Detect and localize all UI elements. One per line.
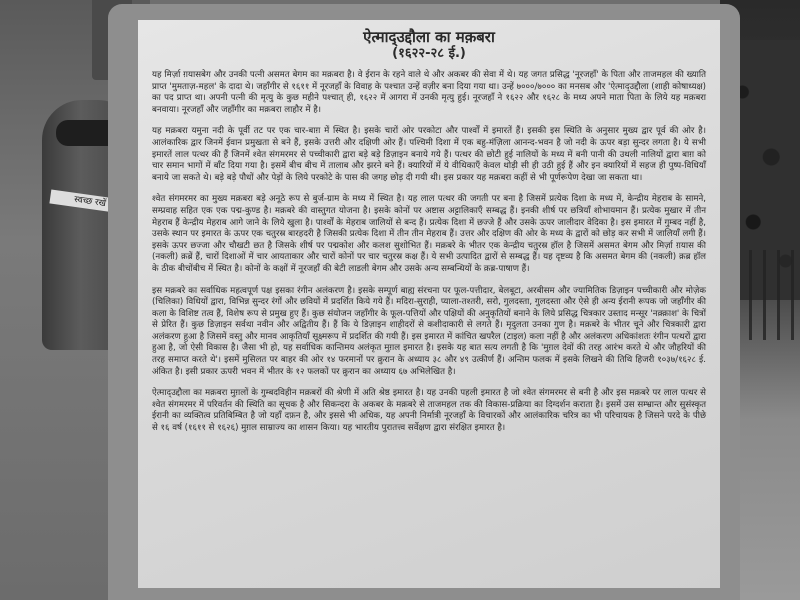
trash-bin-label: स्वच्छ रखें: [49, 190, 130, 215]
plaque-paragraph-3: श्वेत संगमरमर का मुख्य मक़बरा बड़े अनूठे रूप से बुर्ज-ग्राम के मध्य में स्थित है। यह लाल पत्थर की जगती पर बना है जिसमें प्रत्येक दिशा के मध्य में, केन्द्रीय मेहराब के सामने, सम्प्रवाह सहित एक एक पद्म-कुण्ड है। मक़बरे की वास्तुगत योजना है। इसके कोनों पर अष्टास अट्टालिकाएँ सम्बद्ध हैं। इनकी शीर्ष पर छत्रियाँ शोभायमान हैं। प्रत्येक मुखार में तीन मेहराब हैं केन्द्रीय मेहराब आगे जाने के लिये खुला है। पार्श्वों के मेहराब जालियों से बन्द हैं। प्रत्येक दिशा में छज्जे हैं और उसके ऊपर जालीदार वेदिका है। इस इमारत में गुम्बद नहीं है, उसके स्थान पर इमारत के ऊपर एक चतुरस्र बारहदरी है जिसकी प्रत्येक दिशा में तीन तीन मेहराब हैं। उत्तर और दक्षिण की ओर के मध्य के द्वारों को छोड़ कर सभी में जालियाँ लगी हैं। इसके ऊपर छज्जा और चौखटी छत है जिसके शीर्ष पर पद्मकोश और कलश सुशोभित हैं। मक़बरे के भीतर एक केन्द्रीय चतुरस्र हॉल है जिसमें असमत बेगम और मिर्ज़ा ग़यास की (नकली) क़ब्रें हैं, चारों दिशाओं में चार आयताकार और चारों कोनों पर चार चतुरस्र कक्ष हैं। ये सभी उत्पादित द्वारों से सम्बद्ध हैं। यह दृष्टव्य है कि असमत बेगम की (नकली) क़ब्र हॉल के ठीक बीचोंबीच में स्थित है। कोनों के कक्षों में नूरजहाँ की बेटी लाडली बेगम और उसके अन्य सम्बन्धियों के क़ब्र-पाषाण हैं।: [152, 194, 706, 274]
plaque-title: ऐत्माद्उद्दौला का मक़बरा: [363, 28, 495, 46]
iron-railing: [735, 250, 795, 340]
plaque-paragraph-2: यह मक़बरा यमुना नदी के पूर्वी तट पर एक चार-बाग़ में स्थित है। इसके चारों ओर परकोटा और पार्श्वों में इमारतें हैं। इसकी इस स्थिति के अनुसार मुख्य द्वार पूर्व की ओर है। आलंकारिक द्वार जिनमें ईवान प्रमुखता से बने हैं, इसके उत्तरी और दक्षिणी ओर हैं। पश्चिमी दिशा में एक बहु-मंज़िला आनन्द-भवन है जो नदी के ऊपर बड़ा सुन्दर लगता है। ये सभी इमारतें लाल पत्थर की हैं जिनमें श्वेत संगमरमर से पच्चीकारी द्वारा बड़े बड़े डिज़ाइन बनाये गये हैं। पत्थर की छोटी हुई नालियों के मध्य में बनी पानी की उथली नालियों द्वारा बाग़ को चार समान भागों में बाँट दिया गया है। इसमें बीच बीच में तालाब और झरने बने हैं। क्यारियों में ये वीथिकाएँ केवल थोड़ी सी ही उठी हुई हैं और इन क्यारियों में सहज ही पुष्प-विधियाँ बनाये जा सकते थे। बड़े बड़े पौधों और पेड़ों के लिये परकोटे के पास की जगह छोड़ दी गयी थी। इस प्रकार यह मक़बरा कहीं से भी पूर्णरूपेण देखा जा सकता था।: [152, 126, 706, 183]
plaque-dates: (१६२२-२८ ई.): [392, 46, 466, 61]
plaque-paragraph-5: ऐत्माद्उद्दौला का मक़बरा मुग़लों के गुम्बदविहीन मक़बरों की श्रेणी में अति श्रेष्ठ इमारत है। यह उनकी पहली इमारत है जो श्वेत संगमरमर से बनी है और इस मक़बरे पर लाल पत्थर से श्वेत संगमरमर में परिवर्तन की स्थिति का सूचक है और सिकन्दरा के अकबर के मक़बरे से ताजमहल तक की विकास-प्रक्रिया का दिग्दर्शन कराता है। इसमें उस सम्भ्रान्त और सुसंस्कृत ईरानी का व्यक्तित्व प्रतिबिम्बित है जो यहाँ दफ़न है, और इससे भी अधिक, यह अपनी निर्मात्री नूरजहाँ के विचारकों और आलंकारिक चरित्र का भी परिचायक है जिसने परदे के पीछे से १६ वर्ष (१६११ से १६२६) मुग़ल साम्राज्य का शासन किया। यह भारतीय पुरातत्त्व सर्वेक्षण द्वारा संरक्षित इमारत है।: [152, 388, 706, 434]
plaque-paragraph-1: यह मिर्ज़ा ग़यासबेग और उनकी पत्नी असमत बेगम का मक़बरा है। वे ईरान के रहने वाले थे और अकबर की सेवा में थे। यह जगत प्रसिद्ध 'नूरजहाँ' के पिता और ताजमहल की ख्याति प्राप्त 'मुमताज़-महल' के दादा थे। जहाँगीर से १६११ में नूरजहाँ के विवाह के पश्चात उन्हें वज़ीर बना दिया गया था। उन्हें ७०००/७००० का मनसब और 'ऐत्माद्उद्दौला (शाही कोषाध्यक्ष) का पद प्राप्त था। अपनी पत्नी की मृत्यु के कुछ महीने पश्चात् ही, १६२२ में आगरा में उनकी मृत्यु हुई। नूरजहाँ ने १६२२ और १६२८ के मध्य अपने माता पिता के लिये यह मक़बरा बनवाया। नूरजहाँ और जहाँगीर का मक़बरा लाहौर में है।: [152, 70, 706, 115]
plaque-paragraph-4: इस मक़बरे का सर्वाधिक महत्वपूर्ण पक्ष इसका रंगीन अलंकरण है। इसके सम्पूर्ण बाह्य संरचना पर फूल-पत्तीदार, बेलबूटा, अरबीसम और ज्यामितिक डिज़ाइन पच्चीकारी और मोज़ेक (चिलिका) विधियों द्वारा, विभिन्न सुन्दर रंगों और छवियों में प्रदर्शित किये गये हैं। मदिरा-सुराही, प्याला-तश्तरी, सरो, गुलदस्ता, गुलदस्ता और ऐसे ही अन्य ईरानी रूपक जो जहाँगीर की कला के विशिष्ट तत्व हैं, विशेष रूप से प्रमुख हुए हैं। कुछ संयोजन जहाँगीर के फूल-पत्तियों और पक्षियों की अनुकृतियों बनाने के लिये प्रसिद्ध चित्रकार उस्ताद मन्सूर 'नक़्क़ाश' के चित्रों से प्रेरित हैं। कुछ डिज़ाइन सर्वथा नवीन और अद्वितीय हैं। हैं कि ये डिज़ाइन शाहीदरों से कशीदाकारी से लगते हैं। मृदुलता उनका गुण है। मक़बरे के भीतर चूने और चित्रकारी द्वारा अलंकरण हुआ है जिसमें वस्तु और मानव आकृतियाँ सूक्ष्मरूप में प्रदर्शित की गयी हैं। इस इमारत में कांचित खपरैल (टाइल) कला नहीं है और अलंकरण अधिकांशतः रंगीन पत्थरों द्वारा हुआ है, जो ऐसी विकास है। जैसा भी हो, यह सर्वाधिक कान्तिमय अलंकृत मुग़ल इमारत है। इसके यह बात सत्य लगती है कि 'मुग़ल देवों की तरह आरंभ करते थे और जौहरियों की तरह समाप्त करते थे'। इसमें मुसिलत पर बाहर की ओर १४ फरमानों पर क़ुरान के अध्याय ३८ और ४९ उत्कीर्ण हैं। अन्तिम फलक में इसके लिखने की तिथि हिजरी १०३७/१६२८ ई. अंकित है। इसी प्रकार ऊपरी भवन में भीतर के १२ फलकों पर क़ुरान का अध्याय ६७ अभिलेखित है।: [152, 285, 706, 377]
heritage-plaque: [138, 20, 720, 588]
